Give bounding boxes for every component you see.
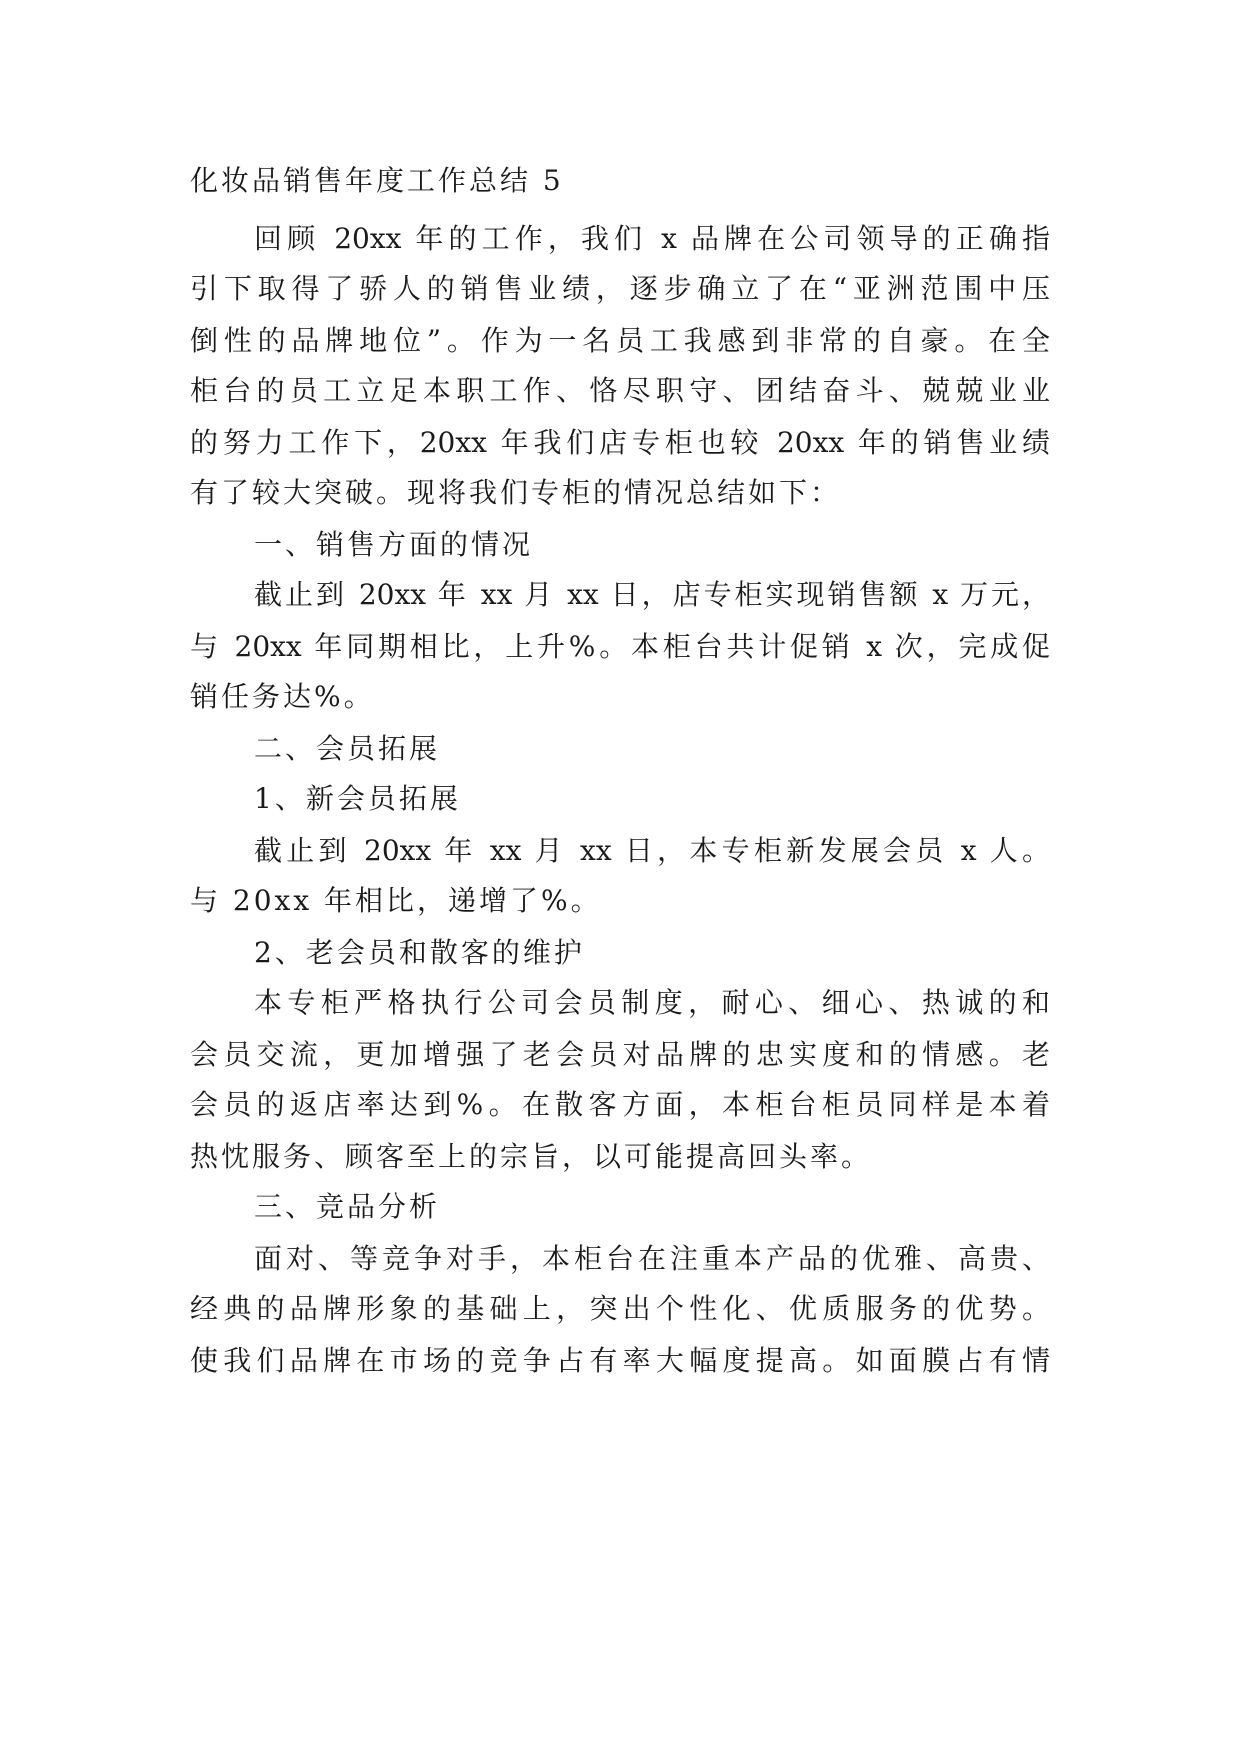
- section-heading: 二、会员拓展: [254, 732, 441, 765]
- paragraph-line: 柜台的员工立足本职工作、恪尽职守、团结奋斗、兢兢业业: [190, 374, 1050, 407]
- paragraph-line: 热忱服务、顾客至上的宗旨，以可能提高回头率。: [190, 1140, 873, 1173]
- paragraph-line: 本专柜严格执行公司会员制度，耐心、细心、热诚的和: [254, 986, 1050, 1019]
- paragraph-line: 与 20xx 年同期相比，上升%。本柜台共计促销 x 次，完成促: [190, 630, 1050, 663]
- paragraph-line: 会员交流，更加增强了老会员对品牌的忠实度和的情感。老: [190, 1038, 1050, 1071]
- paragraph-line: 有了较大突破。现将我们专柜的情况总结如下：: [190, 476, 842, 509]
- section-heading: 一、销售方面的情况: [254, 528, 534, 561]
- paragraph-line: 面对、等竞争对手，本柜台在注重本产品的优雅、高贵、: [254, 1242, 1050, 1275]
- paragraph-line: 倒性的品牌地位”。作为一名员工我感到非常的自豪。在全: [190, 324, 1050, 357]
- paragraph-line: 销任务达%。: [190, 680, 375, 713]
- paragraph-line: 的努力工作下，20xx 年我们店专柜也较 20xx 年的销售业绩: [190, 426, 1050, 459]
- paragraph-line: 引下取得了骄人的销售业绩，逐步确立了在“亚洲范围中压: [190, 272, 1050, 305]
- paragraph-line: 与 20xx 年相比，递增了%。: [190, 884, 602, 917]
- paragraph-line: 回顾 20xx 年的工作，我们 x 品牌在公司领导的正确指: [254, 222, 1050, 255]
- document-title: 化妆品销售年度工作总结 5: [190, 164, 564, 197]
- paragraph-line: 会员的返店率达到%。在散客方面，本柜台柜员同样是本着: [190, 1088, 1050, 1121]
- subsection-heading: 2、老会员和散客的维护: [254, 936, 585, 969]
- subsection-heading: 1、新会员拓展: [254, 782, 461, 815]
- paragraph-line: 使我们品牌在市场的竞争占有率大幅度提高。如面膜占有情: [190, 1344, 1050, 1377]
- paragraph-line: 截止到 20xx 年 xx 月 xx 日，店专柜实现销售额 x 万元，: [254, 578, 1050, 611]
- section-heading: 三、竞品分析: [254, 1190, 441, 1223]
- paragraph-line: 截止到 20xx 年 xx 月 xx 日，本专柜新发展会员 x 人。: [254, 834, 1050, 867]
- paragraph-line: 经典的品牌形象的基础上，突出个性化、优质服务的优势。: [190, 1292, 1050, 1325]
